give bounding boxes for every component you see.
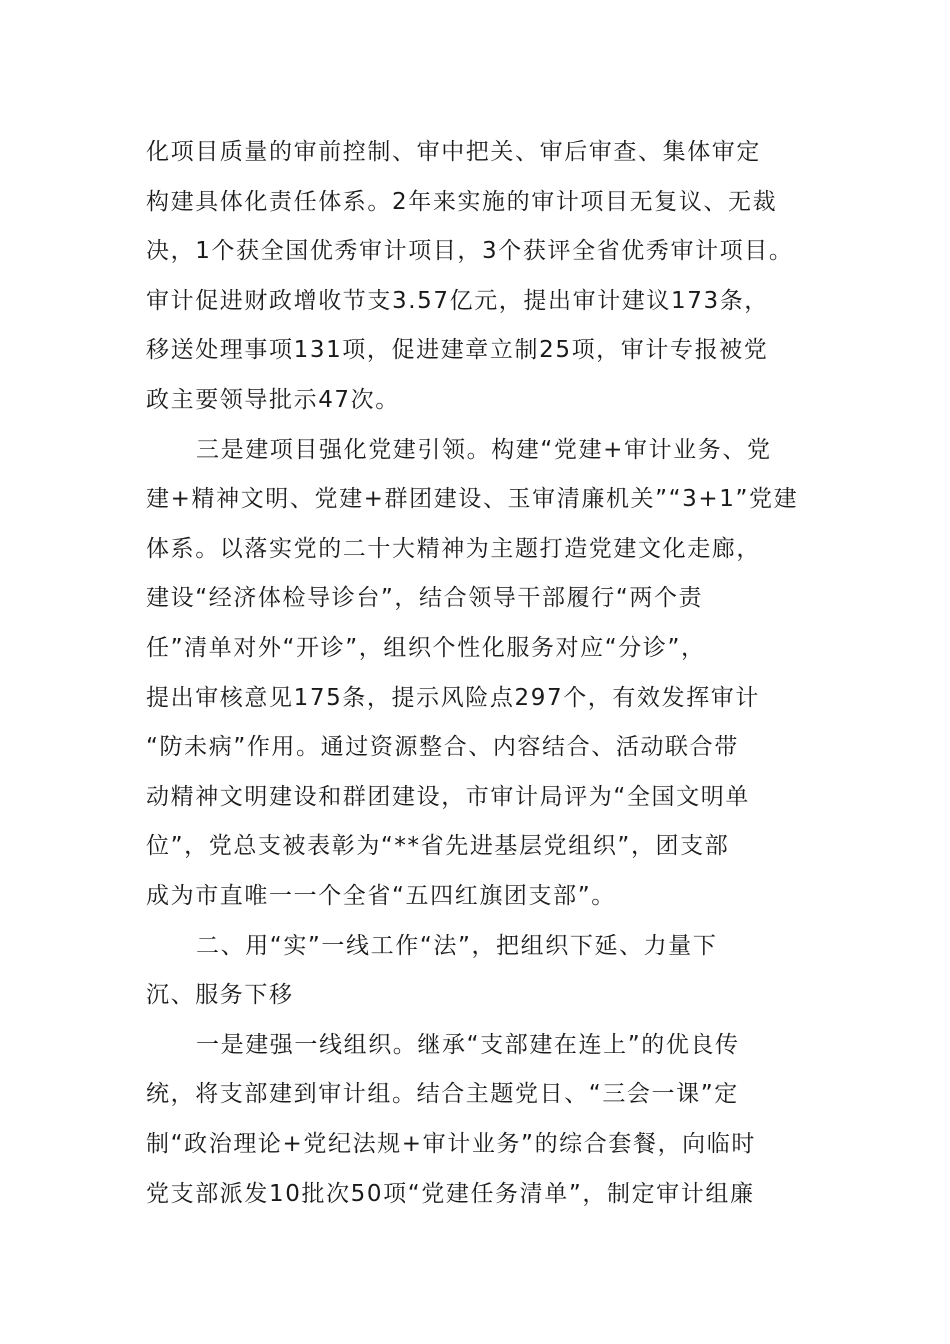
text-line: 成为市直唯一一个全省“五四红旗团支部”。 [146,883,616,909]
text-line: 提出审核意见175条，提示风险点297个，有效发挥审计 [146,685,760,711]
text-line: 任”清单对外“开诊”，组织个性化服务对应“分诊”， [146,635,706,661]
text-line: 建+精神文明、党建+群团建设、玉审清廉机关”“3+1”党建 [146,486,799,512]
text-line: 决，1个获全国优秀审计项目，3个获评全省优秀审计项目。 [146,238,794,264]
text-line: 移送处理事项131项，促进建章立制25项，审计专报被党 [146,337,769,363]
text-line: 一是建强一线组织。继承“支部建在连上”的优良传 [196,1032,740,1058]
text-line: 统，将支部建到审计组。结合主题党日、“三会一课”定 [146,1081,739,1107]
text-line: 位”，党总支被表彰为“**省先进基层党组织”，团支部 [146,833,730,859]
text-line: 沉、服务下移 [146,982,294,1008]
text-line: 建设“经济体检导诊台”，结合领导干部履行“两个责 [146,585,704,611]
text-line: 构建具体化责任体系。2年来实施的审计项目无复议、无裁 [146,189,778,215]
text-line: 化项目质量的审前控制、审中把关、审后审查、集体审定 [146,139,761,165]
text-line: 二、用“实”一线工作“法”，把组织下延、力量下 [196,933,718,959]
text-line: 党支部派发10批次50项“党建任务清单”，制定审计组廉 [146,1181,755,1207]
text-line: 动精神文明建设和群团建设，市审计局评为“全国文明单 [146,784,750,810]
text-line: 体系。以落实党的二十大精神为主题打造党建文化走廊， [146,536,761,562]
text-line: 审计促进财政增收节支3.57亿元，提出审计建议173条， [146,288,769,314]
text-line: “防未病”作用。通过资源整合、内容结合、活动联合带 [146,734,739,760]
text-line: 三是建项目强化党建引领。构建“党建+审计业务、党 [196,437,772,463]
text-line: 制“政治理论+党纪法规+审计业务”的综合套餐，向临时 [146,1131,756,1157]
text-line: 政主要领导批示47次。 [146,387,400,413]
